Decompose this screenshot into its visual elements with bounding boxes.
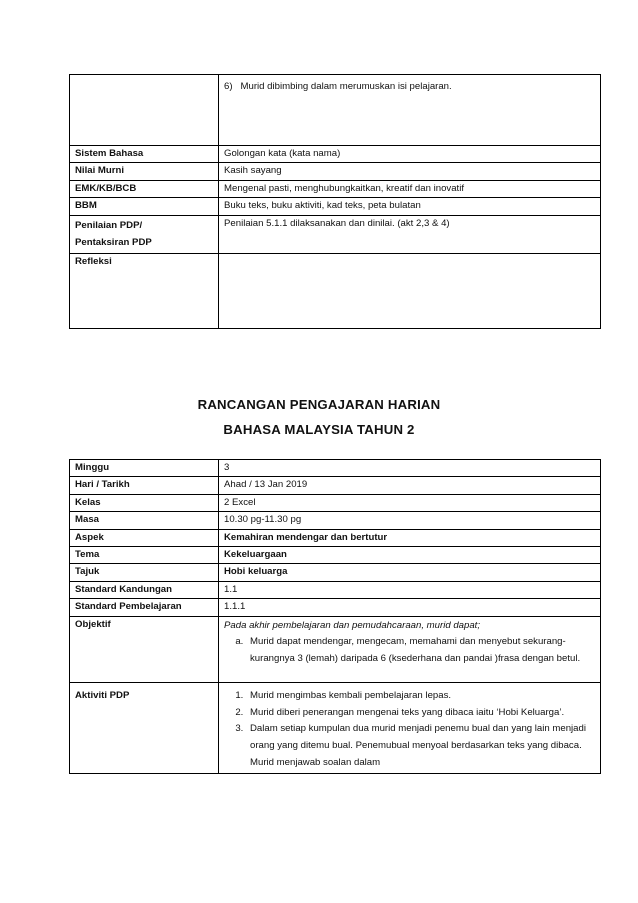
row-label: Tajuk: [70, 564, 219, 581]
row-label: Tema: [70, 546, 219, 563]
row-value: 3: [219, 460, 601, 477]
lesson-plan-table: [69, 459, 601, 774]
table-row: [70, 682, 601, 773]
table-row: [70, 616, 601, 682]
table-row: [70, 198, 601, 215]
row-label: [70, 215, 219, 253]
row-value: 1.1: [219, 581, 601, 598]
document-subtitle: BAHASA MALAYSIA TAHUN 2: [223, 422, 415, 437]
table-row: [70, 215, 601, 253]
label-line: Penilaian PDP/: [75, 219, 143, 231]
reflection-value: [219, 254, 601, 329]
row-label: Objektif: [70, 616, 219, 682]
row-label: Standard Kandungan: [70, 581, 219, 598]
table-row: [70, 254, 601, 329]
row-value: 1.1.1: [219, 599, 601, 616]
row-label: Refleksi: [70, 254, 219, 329]
row-label: Standard Pembelajaran: [70, 599, 219, 616]
row-value: Kekeluargaan: [219, 546, 601, 563]
table-row: [70, 460, 601, 477]
document-title: RANCANGAN PENGAJARAN HARIAN: [197, 397, 441, 412]
label-line: Pentaksiran PDP: [75, 237, 152, 249]
empty-label-cell: [70, 75, 219, 146]
row-label: Hari / Tarikh: [70, 477, 219, 494]
table-row: [70, 529, 601, 546]
row-value: Hobi keluarga: [219, 564, 601, 581]
objective-list: [224, 634, 595, 668]
row-label: Kelas: [70, 494, 219, 511]
objective-intro: Pada akhir pembelajaran dan pemudahcaraan, murid dapat;: [224, 619, 481, 631]
row-label: Aspek: [70, 529, 219, 546]
list-item: 3. Dalam setiap kumpulan dua murid menjadi penemu bual dan yang lain menjadi orang yang ditemu bual. Penemubual menyoal berdasarkan teks yang dibaca. Murid menjawab soalan dalam: [246, 721, 595, 771]
table-row: [70, 512, 601, 529]
row-value: 2 Excel: [219, 494, 601, 511]
table-row: [70, 564, 601, 581]
objective-value: [219, 616, 601, 682]
activity-list: [224, 688, 595, 772]
activity-continuation-cell: [219, 75, 601, 146]
table-row: [70, 180, 601, 197]
row-value: Kasih sayang: [219, 163, 601, 180]
previous-lesson-table: [69, 74, 601, 329]
table-row: [70, 599, 601, 616]
table-row: [70, 75, 601, 146]
row-label: Aktiviti PDP: [70, 682, 219, 773]
row-value: Ahad / 13 Jan 2019: [219, 477, 601, 494]
list-item-text: Murid dibimbing dalam merumuskan isi pelajaran.: [240, 81, 452, 92]
row-label: Sistem Bahasa: [70, 146, 219, 163]
row-value: Mengenal pasti, menghubungkaitkan, kreatif dan inovatif: [219, 180, 601, 197]
row-label: Nilai Murni: [70, 163, 219, 180]
row-label: EMK/KB/BCB: [70, 180, 219, 197]
table-row: [70, 494, 601, 511]
row-value: Golongan kata (kata nama): [219, 146, 601, 163]
list-item: 2. Murid diberi penerangan mengenai teks yang dibaca iaitu ‘Hobi Keluarga’.: [246, 705, 595, 722]
table-row: [70, 477, 601, 494]
row-label: BBM: [70, 198, 219, 215]
table-row: [70, 546, 601, 563]
row-value: Kemahiran mendengar dan bertutur: [219, 529, 601, 546]
row-value: Penilaian 5.1.1 dilaksanakan dan dinilai. (akt 2,3 & 4): [219, 215, 601, 253]
table-row: [70, 146, 601, 163]
list-item: a. Murid dapat mendengar, mengecam, memahami dan menyebut sekurang-kurangnya 3 (lemah) daripada 6 (ksederhana dan pandai )frasa dengan betul.: [246, 634, 595, 668]
row-value: 10.30 pg-11.30 pg: [219, 512, 601, 529]
row-label: Minggu: [70, 460, 219, 477]
table-row: [70, 163, 601, 180]
activity-value: [219, 682, 601, 773]
list-item: 1. Murid mengimbas kembali pembelajaran lepas.: [246, 688, 595, 705]
table-row: [70, 581, 601, 598]
row-value: Buku teks, buku aktiviti, kad teks, peta bulatan: [219, 198, 601, 215]
row-label: Masa: [70, 512, 219, 529]
list-item-number: 6): [224, 81, 233, 92]
